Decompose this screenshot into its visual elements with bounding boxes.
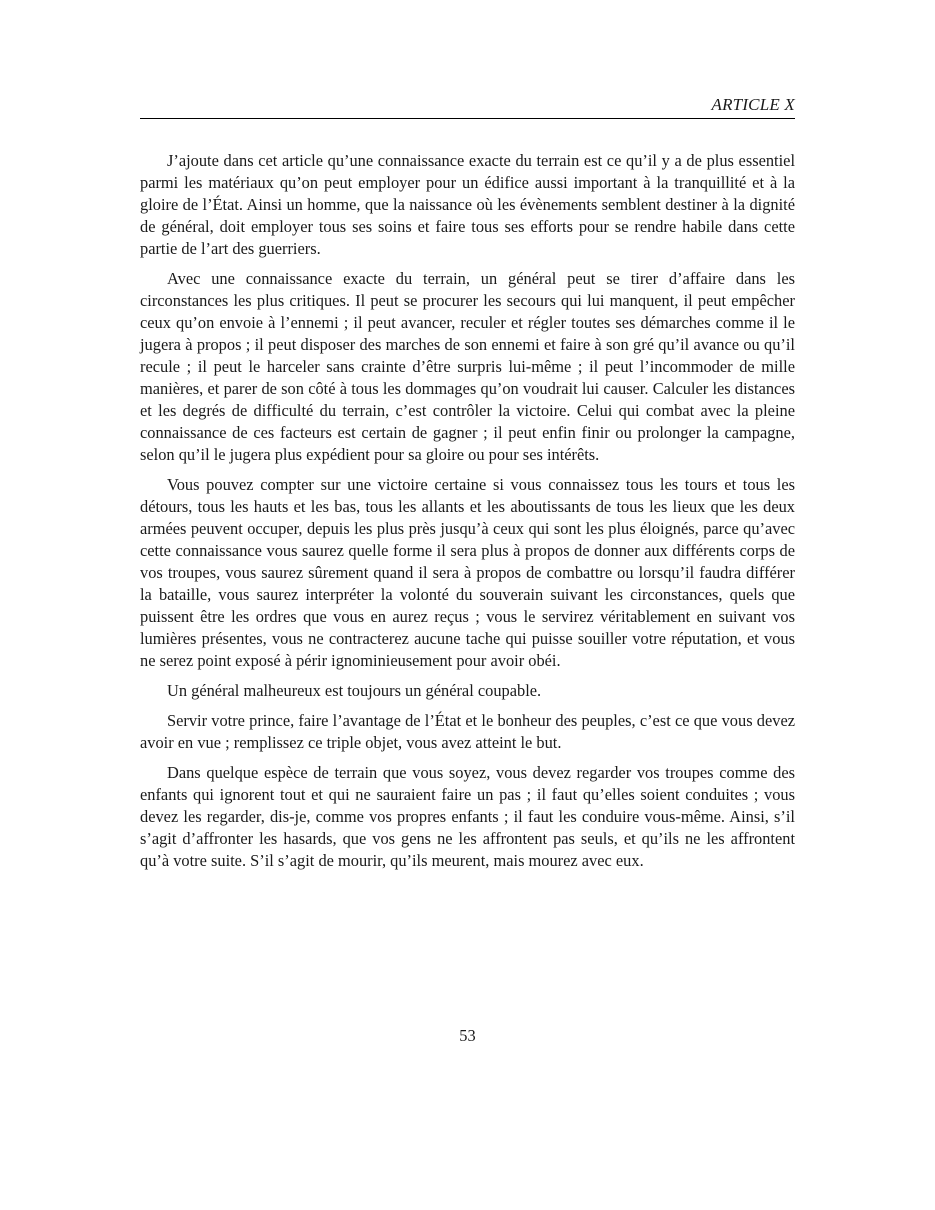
paragraph: Un général malheureux est toujours un général coupable. bbox=[167, 681, 542, 700]
paragraph: J’ajoute dans cet article qu’une connaissance exacte du terrain est ce qu’il y a de plus essentiel parmi les matériaux qu’on peut employer pour un édifice aussi important à la tranquillité et à la gloire de l’État. Ainsi un homme, que la naissance où les évènements semblent destiner à la dignité de général, doit employer tous ses soins et faire tous ses efforts pour se rendre habile dans cette partie de l’art des guerriers. bbox=[140, 151, 795, 258]
running-header-title: ARTICLE X bbox=[711, 95, 795, 114]
paragraph: Vous pouvez compter sur une victoire certaine si vous connaissez tous les tours et tous les détours, tous les hauts et les bas, tous les allants et les aboutissants de tous les lieux que les deux armées peuvent occuper, depuis les plus près jusqu’à ceux qui sont les plus éloignés, parce qu’avec cette connaissance vous saurez quelle forme il sera plus à propos de donner aux différents corps de vos troupes, vous saurez sûrement quand il sera à propos de combattre ou lorsqu’il faudra différer la bataille, vous saurez interpréter la volonté du souverain suivant les circonstances, quels que puissent être les ordres que vous en aurez reçus ; vous le servirez véritablement en suivant vos lumières présentes, vous ne contracterez aucune tache qui puisse souiller votre réputation, et vous ne serez point exposé à périr ignominieusement pour avoir obéi. bbox=[140, 475, 795, 670]
paragraph: Servir votre prince, faire l’avantage de l’État et le bonheur des peuples, c’est ce que vous devez avoir en vue ; remplissez ce triple objet, vous avez atteint le but. bbox=[140, 711, 795, 752]
page-number: 53 bbox=[459, 1026, 476, 1045]
paragraph: Dans quelque espèce de terrain que vous soyez, vous devez regarder vos troupes comme des enfants qui ignorent tout et qui ne sauraient faire un pas ; il faut qu’elles soient conduites ; vous devez les regarder, dis-je, comme vos propres enfants ; il faut les conduire vous-même. Ainsi, s’il s’agit d’affronter les hasards, que vos gens ne les affrontent pas seuls, et qu’ils ne les affrontent qu’à votre suite. S’il s’agit de mourir, qu’ils meurent, mais mourez avec eux. bbox=[140, 763, 795, 870]
running-header bbox=[140, 95, 795, 119]
paragraph: Avec une connaissance exacte du terrain, un général peut se tirer d’affaire dans les circonstances les plus critiques. Il peut se procurer les secours qui lui manquent, il peut empêcher ceux qu’on envoie à l’ennemi ; il peut avancer, reculer et régler toutes ses démarches comme il le jugera à propos ; il peut disposer des marches de son ennemi et faire à son gré qu’il avance ou qu’il recule ; il peut le harceler sans crainte d’être surpris lui-même ; il peut l’incommoder de mille manières, et parer de son côté à tous les dommages qu’on voudrait lui causer. Calculer les distances et les degrés de difficulté du terrain, c’est contrôler la victoire. Celui qui combat avec la pleine connaissance de ces facteurs est certain de gagner ; il peut enfin finir ou prolonger la campagne, selon qu’il le jugera plus expédient pour sa gloire ou pour ses intérêts. bbox=[140, 269, 795, 464]
body-text bbox=[140, 150, 795, 880]
